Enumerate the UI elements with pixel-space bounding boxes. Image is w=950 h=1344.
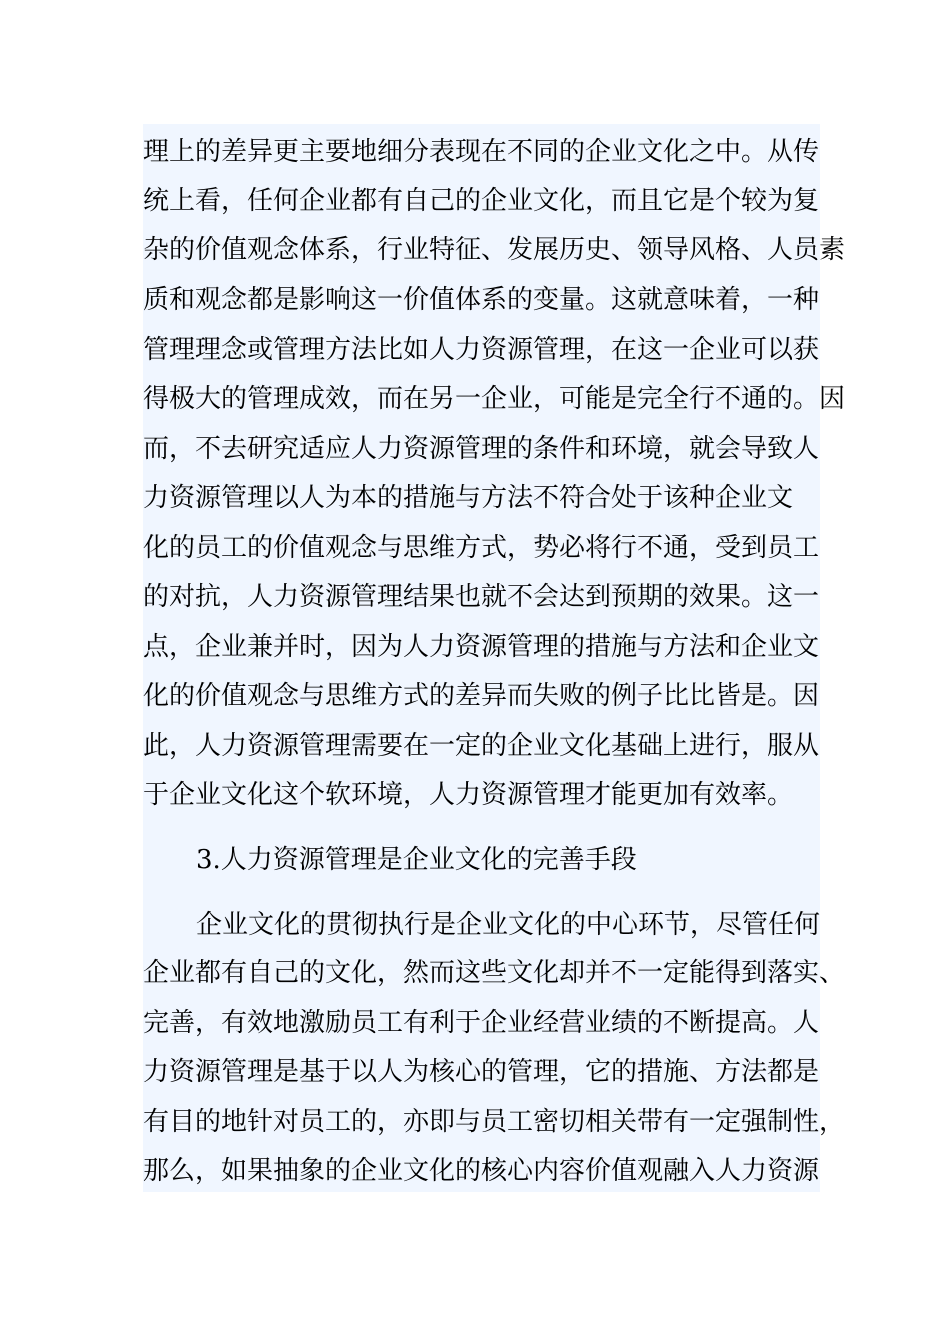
paragraph-1-line-13: 此，人力资源管理需要在一定的企业文化基础上进行，服从 (143, 731, 820, 761)
paragraph-1-line-10: 的对抗，人力资源管理结果也就不会达到预期的效果。这一 (143, 582, 820, 612)
paragraph-1-line-7: 而，不去研究适应人力资源管理的条件和环境，就会导致人 (143, 434, 820, 464)
paragraph-1-line-1: 理上的差异更主要地细分表现在不同的企业文化之中。从传 (143, 137, 820, 167)
paragraph-1-line-5: 管理理念或管理方法比如人力资源管理，在这一企业可以获 (143, 335, 820, 365)
paragraph-1-line-4: 质和观念都是影响这一价值体系的变量。这就意味着，一种 (143, 285, 820, 315)
paragraph-3-line-3: 完善，有效地激励员工有利于企业经营业绩的不断提高。人 (143, 1008, 820, 1038)
paragraph-3-line-5: 有目的地针对员工的，亦即与员工密切相关带有一定强制性， (143, 1107, 846, 1137)
paragraph-3-line-4: 力资源管理是基于以人为核心的管理，它的措施、方法都是 (143, 1057, 820, 1087)
paragraph-1-line-12: 化的价值观念与思维方式的差异而失败的例子比比皆是。因 (143, 681, 820, 711)
paragraph-1-line-11: 点，企业兼并时，因为人力资源管理的措施与方法和企业文 (143, 632, 820, 662)
paragraph-1-line-9: 化的员工的价值观念与思维方式，势必将行不通，受到员工 (143, 533, 820, 563)
section-heading: 3.人力资源管理是企业文化的完善手段 (196, 845, 637, 875)
paragraph-1-line-6: 得极大的管理成效，而在另一企业，可能是完全行不通的。因 (143, 384, 846, 414)
paragraph-3-line-2: 企业都有自己的文化，然而这些文化却并不一定能得到落实、 (143, 958, 846, 988)
paragraph-3-line-1: 企业文化的贯彻执行是企业文化的中心环节，尽管任何 (196, 910, 821, 940)
paragraph-1-line-14: 于企业文化这个软环境，人力资源管理才能更加有效率。 (143, 780, 794, 810)
paragraph-3-line-6: 那么，如果抽象的企业文化的核心内容价值观融入人力资源 (143, 1156, 820, 1186)
paragraph-1-line-8: 力资源管理以人为本的措施与方法不符合处于该种企业文 (143, 483, 794, 513)
paragraph-1-line-3: 杂的价值观念体系，行业特征、发展历史、领导风格、人员素 (143, 235, 846, 265)
paragraph-1-line-2: 统上看，任何企业都有自己的企业文化，而且它是个较为复 (143, 186, 820, 216)
